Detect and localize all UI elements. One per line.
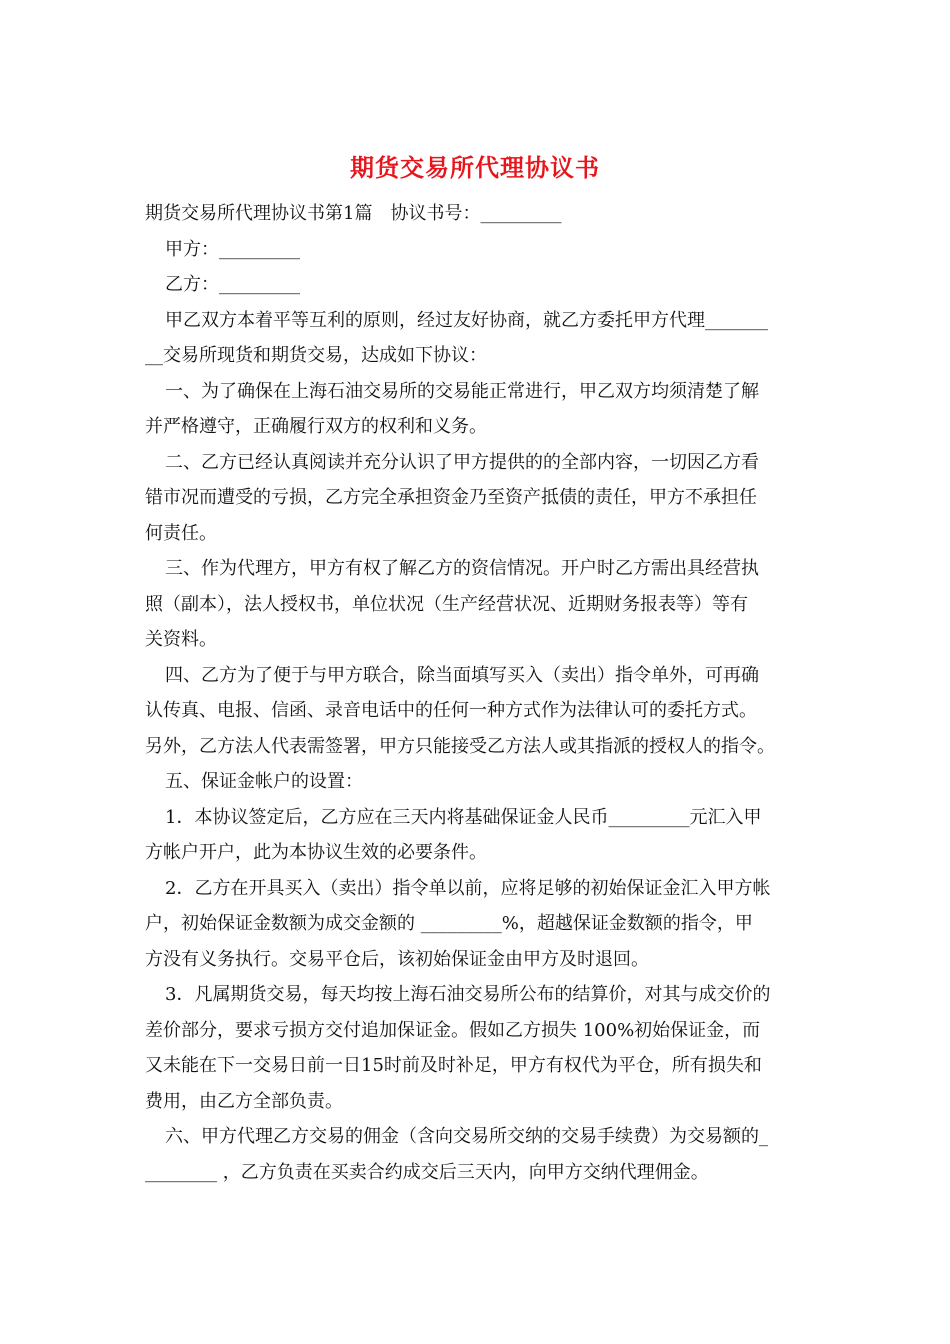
paragraph-line: 费用，由乙方全部负责。 xyxy=(145,1090,343,1112)
paragraph-line: 关资料。 xyxy=(145,629,217,650)
paragraph-line: 二、乙方已经认真阅读并充分认识了甲方提供的的全部内容，一切因乙方看 xyxy=(165,451,759,473)
paragraph-line: 另外，乙方法人代表需签署，甲方只能接受乙方法人或其指派的授权人的指令。 xyxy=(145,735,775,757)
paragraph-line: 2．乙方在开具买入（卖出）指令单以前，应将足够的初始保证金汇入甲方帐 xyxy=(165,877,771,899)
paragraph-line: 错市况而遭受的亏损，乙方完全承担资金乃至资产抵债的责任，甲方不承担任 xyxy=(145,487,757,508)
paragraph-line: __交易所现货和期货交易，达成如下协议： xyxy=(145,345,487,366)
paragraph-line: 认传真、电报、信函、录音电话中的任何一种方式作为法律认可的委托方式。 xyxy=(145,700,757,721)
paragraph-line: 方没有义务执行。交易平仓后，该初始保证金由甲方及时退回。 xyxy=(145,948,649,970)
contract-number-line: 期货交易所代理协议书第1篇 协议书号：_________ xyxy=(145,203,562,224)
document-body xyxy=(145,196,805,1190)
paragraph-line: 户，初始保证金数额为成交金额的 _________%，超越保证金数额的指令，甲 xyxy=(145,913,753,934)
section-heading: 五、保证金帐户的设置： xyxy=(165,771,363,792)
paragraph-line: 3．凡属期货交易，每天均按上海石油交易所公布的结算价，对其与成交价的 xyxy=(165,984,771,1005)
paragraph-line: 并严格遵守，正确履行双方的权利和义务。 xyxy=(145,416,487,437)
paragraph-line: ________ ，乙方负责在买卖合约成交后三天内，向甲方交纳代理佣金。 xyxy=(145,1161,709,1183)
paragraph-line: 差价部分，要求亏损方交付追加保证金。假如乙方损失 100%初始保证金，而 xyxy=(145,1019,761,1041)
paragraph-line: 甲乙双方本着平等互利的原则，经过友好协商，就乙方委托甲方代理_______ xyxy=(165,309,768,331)
paragraph-line: 1．本协议签定后，乙方应在三天内将基础保证金人民币_________元汇入甲 xyxy=(165,806,762,828)
paragraph-line: 何责任。 xyxy=(145,522,217,544)
party-a-line: 甲方：_________ xyxy=(165,238,300,260)
paragraph-line: 照（副本），法人授权书，单位状况（生产经营状况、近期财务报表等）等有 xyxy=(145,593,748,615)
paragraph-line: 一、为了确保在上海石油交易所的交易能正常进行，甲乙双方均须清楚了解 xyxy=(165,380,759,402)
paragraph-line: 六、甲方代理乙方交易的佣金（含向交易所交纳的交易手续费）为交易额的_ xyxy=(165,1126,768,1147)
paragraph-line: 四、乙方为了便于与甲方联合，除当面填写买入（卖出）指令单外，可再确 xyxy=(165,664,759,686)
paragraph-line: 三、作为代理方，甲方有权了解乙方的资信情况。开户时乙方需出具经营执 xyxy=(165,558,759,579)
document-title: 期货交易所代理协议书 xyxy=(350,153,600,182)
paragraph-line: 又未能在下一交易日前一日15时前及时补足，甲方有权代为平仓，所有损失和 xyxy=(145,1055,762,1076)
party-b-line: 乙方：_________ xyxy=(165,274,300,295)
paragraph-line: 方帐户开户，此为本协议生效的必要条件。 xyxy=(145,842,487,863)
